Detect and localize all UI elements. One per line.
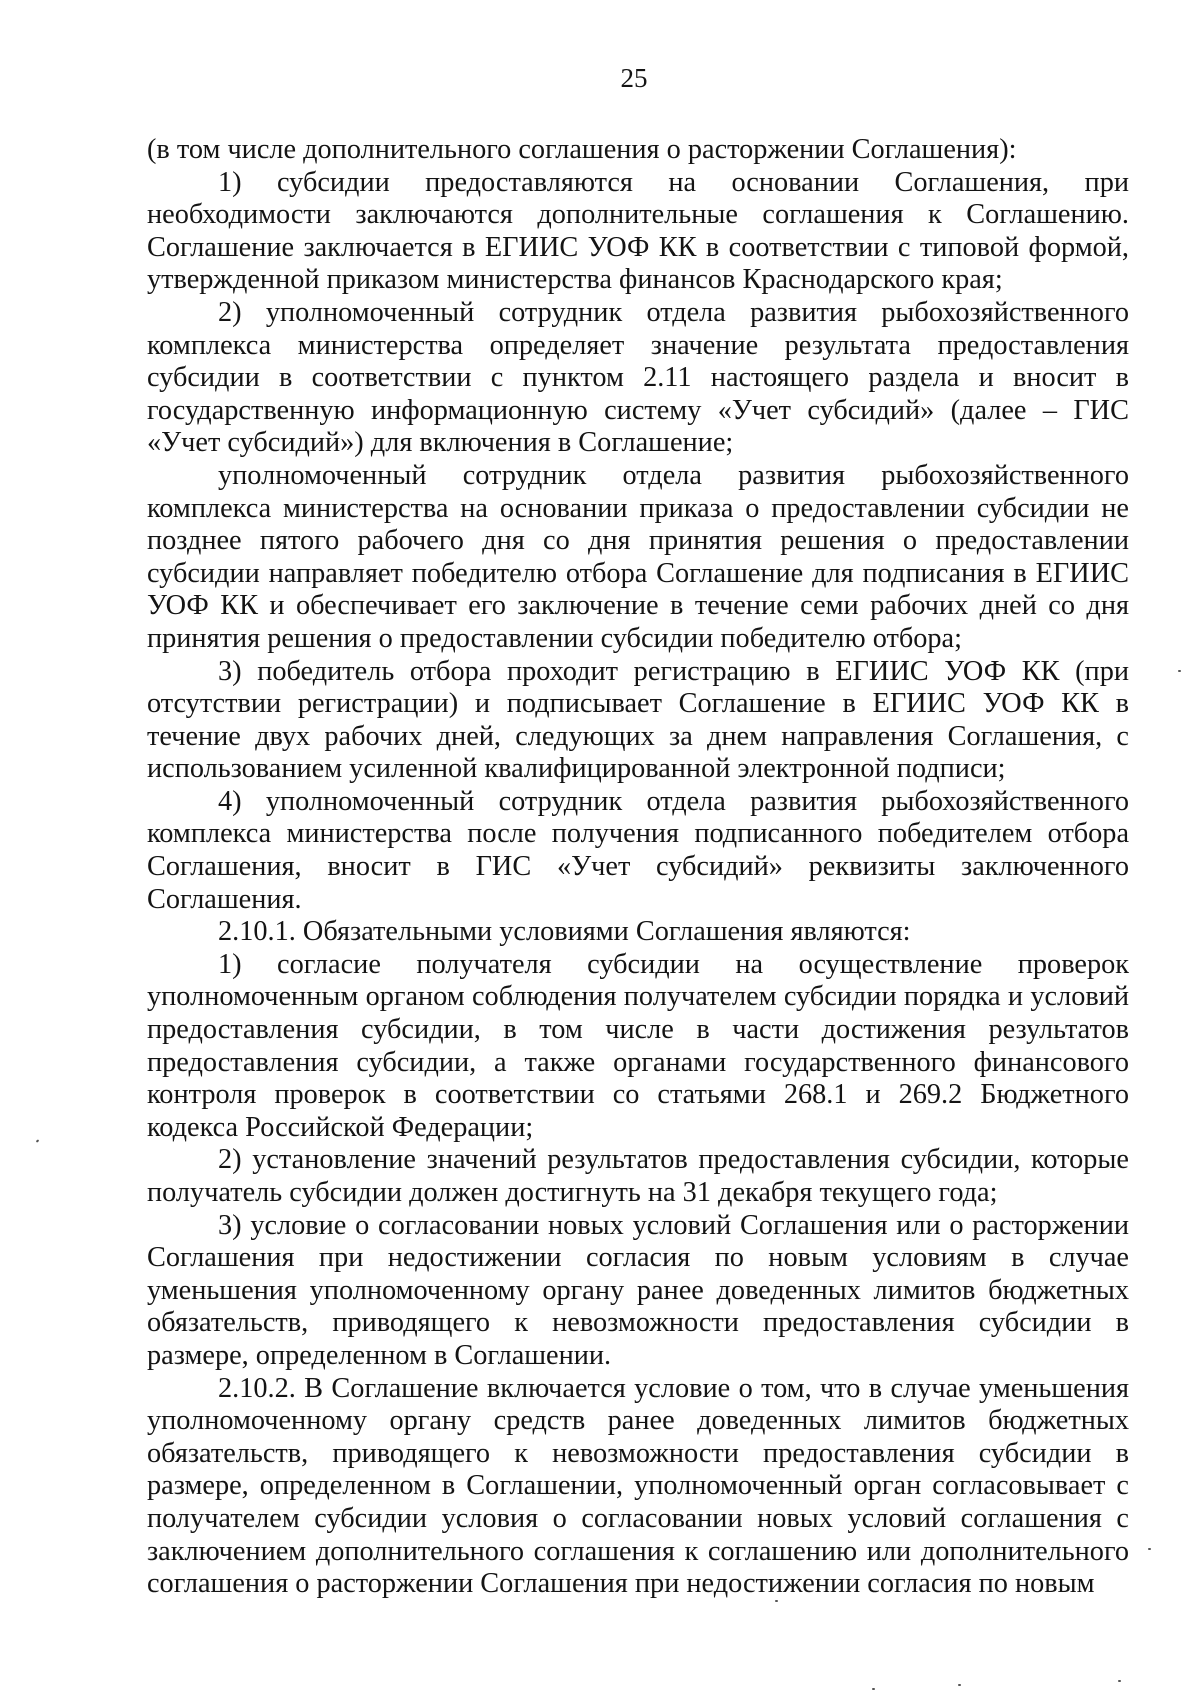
scan-speck bbox=[1178, 670, 1181, 672]
scan-speck bbox=[958, 1684, 961, 1686]
page-number: 25 bbox=[620, 63, 648, 93]
scan-speck bbox=[775, 1600, 778, 1602]
paragraph-continuation: (в том числе дополнительного соглашения о расторжении Соглашения): bbox=[147, 134, 1017, 165]
paragraph-item-3: 3) победитель отбора проходит регистрацию в ЕГИИС УОФ КК (при отсутствии регистрации) и подписывает Соглашение в ЕГИИС УОФ КК в течение двух рабочих дней, следующих за днем направления Соглашения, с использованием усиленной квалифицированной электронной подписи; bbox=[147, 655, 1129, 785]
scan-speck bbox=[872, 1688, 875, 1690]
paragraph-item-2: 2) уполномоченный сотрудник отдела развития рыбохозяйственного комплекса министерства определяет значение результата предоставления субсидии в соответствии с пунктом 2.11 настоящего раздела и вносит в государственную информационную систему «Учет субсидий» (далее – ГИС «Учет субсидий») для включения в Соглашение; bbox=[147, 296, 1129, 459]
scan-speck bbox=[36, 1139, 40, 1142]
document-body bbox=[147, 134, 1129, 1601]
paragraph-condition-3: 3) условие о согласовании новых условий Соглашения или о расторжении Соглашения при недостижении согласия по новым условиям в случае уменьшения уполномоченному органу ранее доведенных лимитов бюджетных обязательств, приводящего к невозможности предоставления субсидии в размере, определенном в Соглашении. bbox=[147, 1209, 1129, 1371]
paragraph-section-2-10-2: 2.10.2. В Соглашение включается условие о том, что в случае уменьшения уполномоченному органу средств ранее доведенных лимитов бюджетных обязательств, приводящего к невозможности предоставления субсидии в размере, определенном в Соглашении, уполномоченный орган согласовывает с получателем субсидии условия о согласовании новых условий соглашения с заключением дополнительного соглашения к соглашению или дополнительного соглашения о расторжении Соглашения при недостижении согласия по новым bbox=[147, 1372, 1129, 1600]
paragraph-item-2-continued: уполномоченный сотрудник отдела развития рыбохозяйственного комплекса министерства на основании приказа о предоставлении субсидии не позднее пятого рабочего дня со дня принятия решения о предоставлении субсидии направляет победителю отбора Соглашение для подписания в ЕГИИС УОФ КК и обеспечивает его заключение в течение семи рабочих дней со дня принятия решения о предоставлении субсидии победителю отбора; bbox=[147, 459, 1129, 654]
paragraph-condition-1: 1) согласие получателя субсидии на осуществление проверок уполномоченным органом соблюдения получателем субсидии порядка и условий предоставления субсидии, в том числе в части достижения результатов предоставления субсидии, а также органами государственного финансового контроля проверок в соответствии со статьями 268.1 и 269.2 Бюджетного кодекса Российской Федерации; bbox=[147, 948, 1129, 1143]
paragraph-item-4: 4) уполномоченный сотрудник отдела развития рыбохозяйственного комплекса министерства после получения подписанного победителем отбора Соглашения, вносит в ГИС «Учет субсидий» реквизиты заключенного Соглашения. bbox=[147, 785, 1129, 915]
scan-speck bbox=[1148, 1548, 1151, 1550]
scan-speck bbox=[1118, 1680, 1121, 1682]
paragraph-condition-2: 2) установление значений результатов предоставления субсидии, которые получатель субсидии должен достигнуть на 31 декабря текущего года; bbox=[147, 1144, 1129, 1208]
paragraph-section-2-10-1: 2.10.1. Обязательными условиями Соглашения являются: bbox=[218, 916, 911, 948]
paragraph-item-1: 1) субсидии предоставляются на основании Соглашения, при необходимости заключаются дополнительные соглашения к Соглашению. Соглашение заключается в ЕГИИС УОФ КК в соответствии с типовой формой, утвержденной приказом министерства финансов Краснодарского края; bbox=[147, 166, 1129, 296]
